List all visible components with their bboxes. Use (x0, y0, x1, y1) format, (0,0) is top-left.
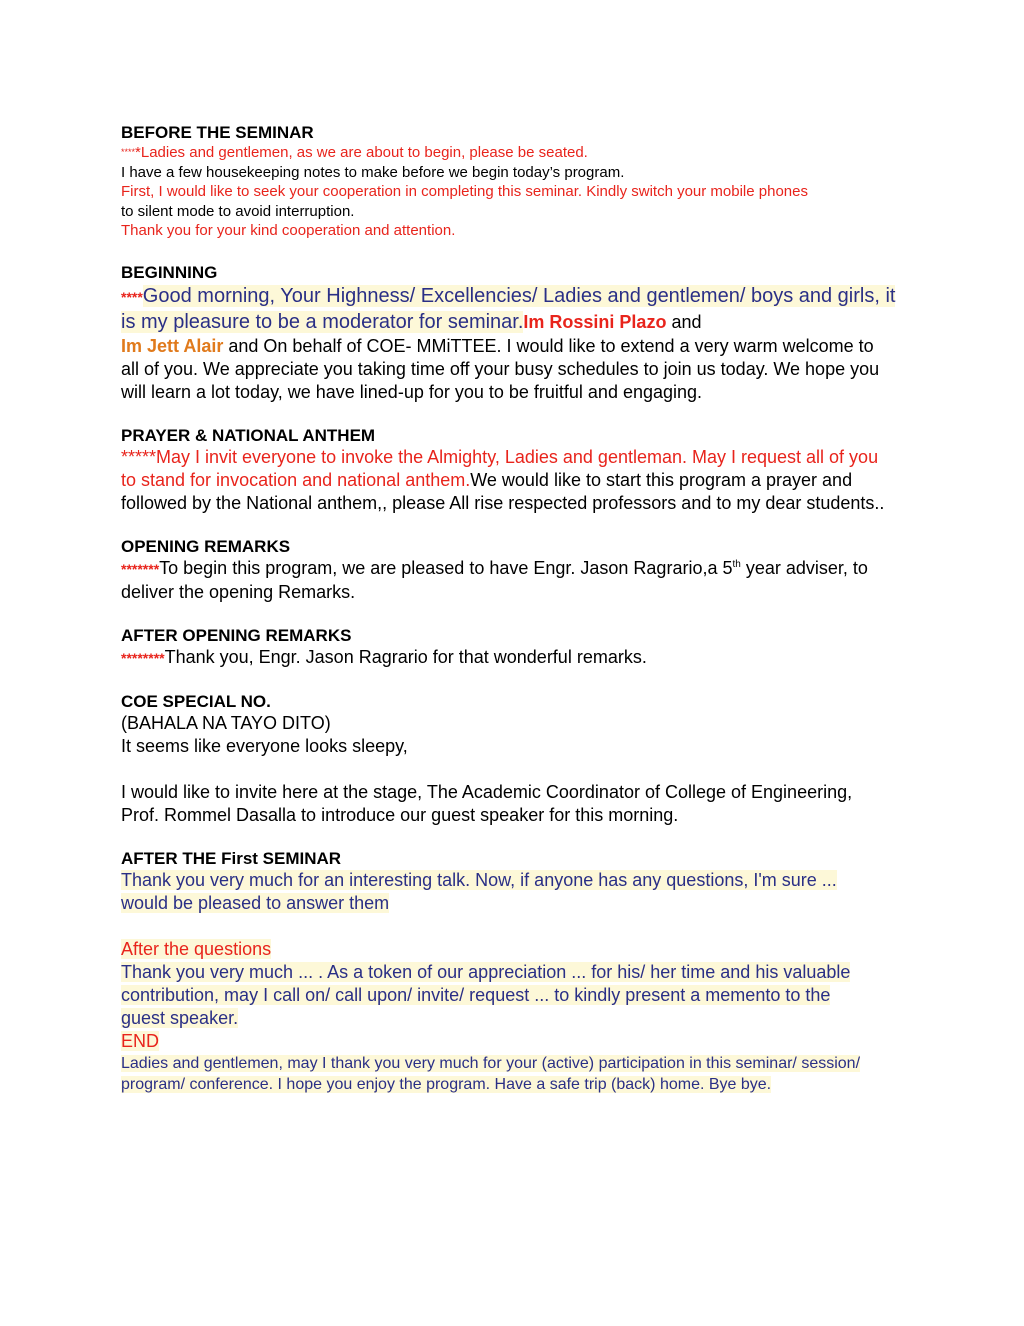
opening-text-a: To begin this program, we are pleased to have Engr. Jason Ragrario,a 5 (159, 557, 733, 578)
section-coe-special (121, 691, 911, 827)
and-text: and (666, 311, 702, 332)
greeting-text: Good morning, Your Highness/ Excellencies/ Ladies and gentlemen/ boys and girls, it is my pleasure to be a moderator for seminar. (121, 284, 896, 333)
stars: **** (121, 288, 143, 305)
after-opening-text: Thank you, Engr. Jason Ragrario for that wonderful remarks. (164, 646, 647, 667)
section-heading: COE SPECIAL NO. (121, 691, 271, 711)
stars: **** (121, 147, 136, 157)
special-paragraph: I would like to invite here at the stage, The Academic Coordinator of College of Engineering, Prof. Rommel Dasalla to introduce our guest speaker for this morning. (121, 781, 853, 825)
prayer-paragraph (121, 446, 886, 515)
special-line-1: (BAHALA NA TAYO DITO) (121, 712, 331, 733)
section-heading: OPENING REMARKS (121, 536, 291, 556)
section-beginning (121, 262, 911, 404)
section-heading: AFTER OPENING REMARKS (121, 625, 352, 645)
moderator-name-2: Im Jett Alair (121, 335, 224, 356)
document-page (121, 122, 911, 1116)
before-line-5: Thank you for your kind cooperation and attention. (121, 222, 456, 239)
section-after-first-seminar (121, 848, 911, 1095)
stars: ******** (121, 649, 165, 666)
after-opening-paragraph (121, 646, 911, 670)
opening-paragraph (121, 557, 911, 604)
questions-paragraph (121, 961, 866, 1030)
section-heading: BEGINNING (121, 262, 218, 282)
special-line-2: It seems like everyone looks sleepy, (121, 735, 408, 756)
beginning-paragraph (121, 283, 896, 404)
section-before-seminar (121, 122, 911, 241)
superscript: th (732, 558, 741, 570)
before-line-4: to silent mode to avoid interruption. (121, 202, 355, 220)
before-line-2: I have a few housekeeping notes to make before we begin today’s program. (121, 163, 625, 181)
questions-text: Thank you very much ... . As a token of our appreciation ... for his/ her time and his valuable contribution, may I call on/ call upon/ invite/ request ... to kindly present a memento to the guest speaker. (121, 961, 851, 1028)
section-heading: PRAYER & NATIONAL ANTHEM (121, 425, 376, 445)
end-label (121, 1030, 911, 1053)
section-after-opening (121, 625, 911, 670)
questions-label-text: After the questions (121, 938, 272, 959)
section-prayer (121, 425, 911, 515)
after-first-paragraph (121, 869, 866, 915)
before-line-3: First, I would like to seek your cooperation in completing this seminar. Kindly switch your mobile phones (121, 183, 808, 200)
questions-label (121, 938, 911, 961)
beginning-rest-text: and On behalf of COE- MMiTTEE. I would like to extend a very warm welcome to all of you. We appreciate you taking time off your busy schedules to join us today. We hope you will learn a lot today, we have lined-up for you to be fruitful and engaging. (121, 335, 880, 402)
moderator-name-1: Im Rossini Plazo (523, 311, 667, 332)
end-label-text: END (121, 1030, 160, 1051)
section-opening-remarks (121, 536, 911, 604)
prayer-red-text: *****May I invit everyone to invoke the Almighty, Ladies and gentleman. May I request all of you to stand for invocation and national anthem. (121, 446, 879, 490)
end-text: Ladies and gentlemen, may I thank you very much for your (active) participation in this seminar/ session/ program/ conference. I hope you enjoy the program. Have a safe trip (back) home. Bye bye. (121, 1054, 861, 1093)
stars: ******* (121, 560, 160, 577)
end-paragraph (121, 1053, 906, 1095)
opening-text-b: year adviser, to deliver the opening Remarks. (121, 557, 868, 602)
after-first-text: Thank you very much for an interesting talk. Now, if anyone has any questions, I'm sure ... would be pleased to answer them (121, 869, 837, 913)
section-heading: AFTER THE First SEMINAR (121, 848, 342, 868)
section-heading: BEFORE THE SEMINAR (121, 123, 314, 142)
before-line-1-text: *Ladies and gentlemen, as we are about to begin, please be seated. (135, 144, 588, 161)
prayer-black-text: We would like to start this program a prayer and followed by the National anthem,, please All rise respected professors and to my dear students.. (121, 469, 885, 513)
before-line-1 (121, 143, 911, 163)
